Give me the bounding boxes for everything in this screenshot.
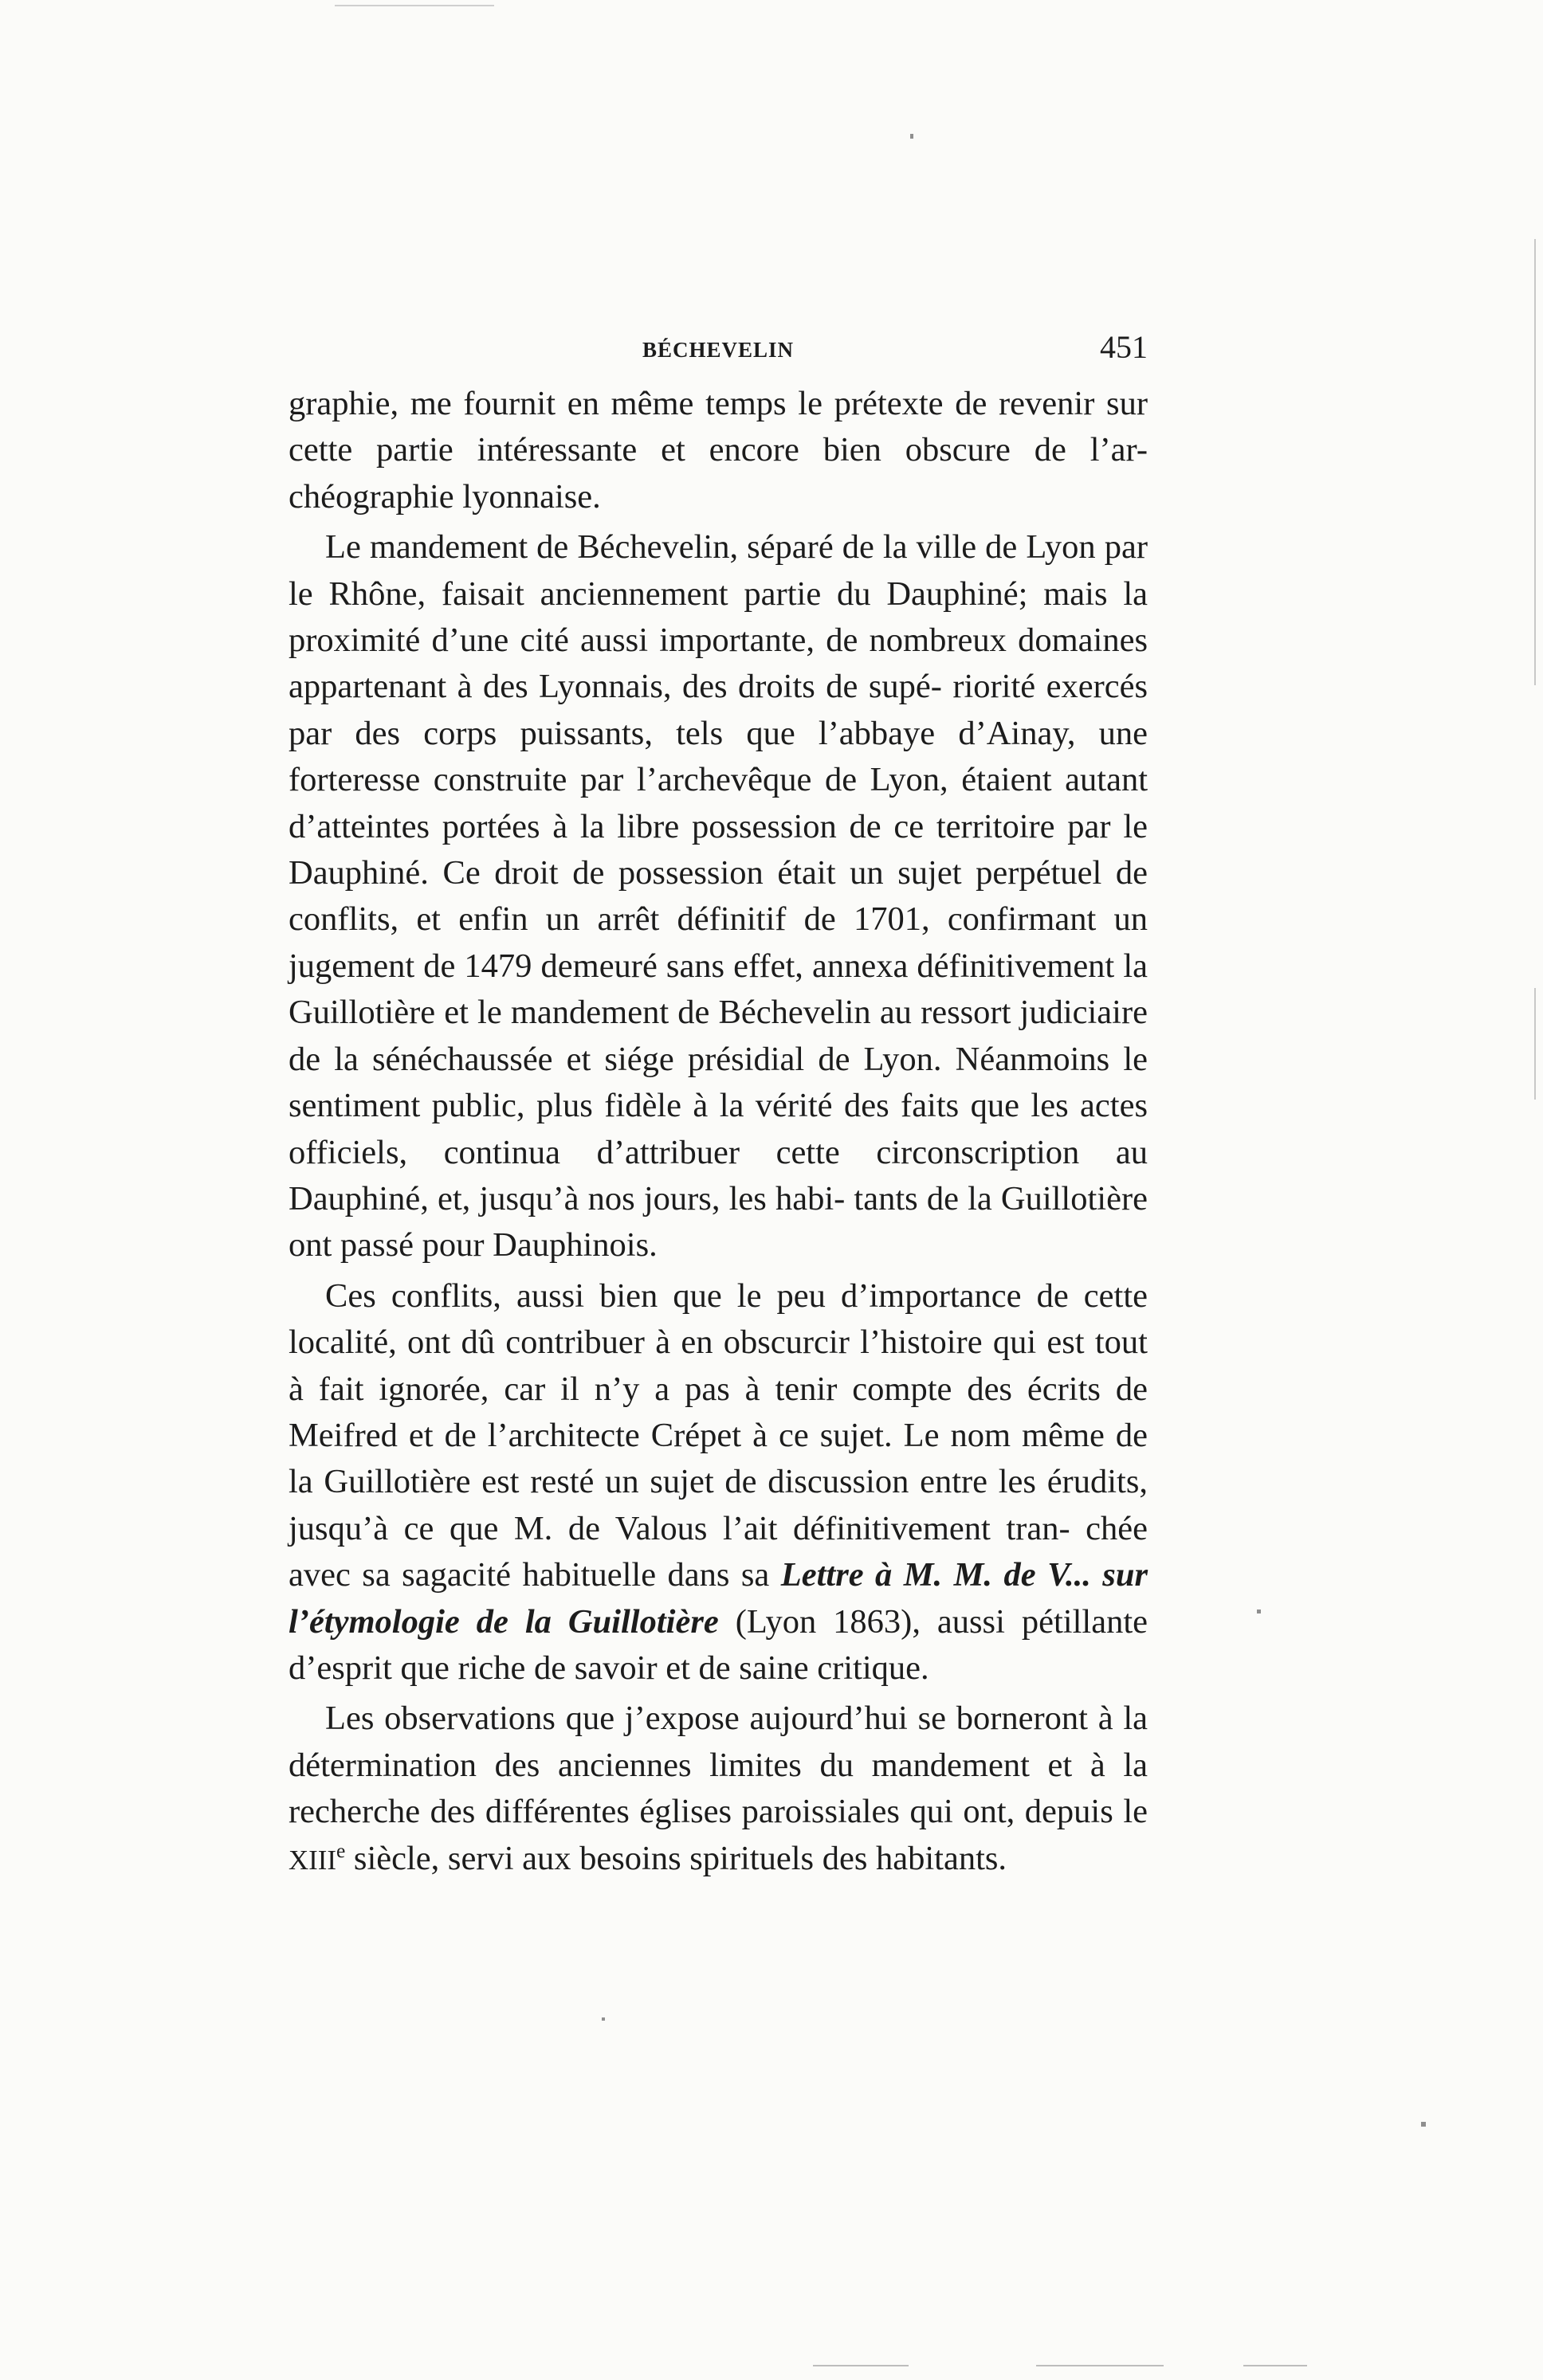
paragraph-4 [289, 1696, 1148, 1884]
scan-dot [1257, 1610, 1261, 1613]
paragraph-4-text-start: Les observations que j’expose aujourd’hui se borneront à la détermination des anciennes limites du mandement et à la recherche des différentes églises paroissiales qui ont, depuis le [289, 1700, 1148, 1831]
scan-edge-line [813, 2365, 909, 2366]
scan-dot [1421, 2122, 1426, 2127]
body-text [289, 381, 1148, 1888]
scan-edge-line [1534, 239, 1536, 685]
century-superscript: e [336, 1838, 346, 1862]
paragraph-3-text-end: (Lyon 1863), aussi pétillante d’esprit que riche de savoir et de saine critique. [289, 1602, 1148, 1687]
cited-work-title: Lettre à M. M. de V... sur l’étymologie de la Guillotière [289, 1556, 1148, 1641]
scan-dot [602, 2017, 605, 2021]
paragraph-2: Le mandement de Béchevelin, séparé de la ville de Lyon par le Rhône, faisait anciennement partie du Dauphiné; mais la proximité d’une cité aussi importante, de nombreux domaines appartenant à des Lyonnais, des droits de supé- riorité exercés par des corps puissants, tels que l’abbaye d’Ainay, une forteresse construite par l’archevêque de Lyon, étaient autant d’atteintes portées à la libre possession de ce territoire par le Dauphiné. Ce droit de possession était un sujet perpétuel de conflits, et enfin un arrêt définitif de 1701, confirmant un jugement de 1479 demeuré sans effet, annexa définitivement la Guillotière et le mandement de Béchevelin au ressort judiciaire de la sénéchaussée et siége présidial de Lyon. Néanmoins le sentiment public, plus fidèle à la vérité des faits que les actes officiels, continua d’attribuer cette circonscription au Dauphiné, et, jusqu’à nos jours, les habi- tants de la Guillotière ont passé pour Dauphinois. [289, 528, 1148, 1264]
century-numeral: XIII [289, 1844, 336, 1876]
scan-edge-line [335, 5, 494, 6]
paragraph-4-text-end: siècle, servi aux besoins spirituels des habitants. [353, 1839, 1007, 1877]
running-head [289, 325, 1148, 373]
paragraph-3 [289, 1273, 1148, 1692]
page-number: 451 [1100, 329, 1148, 365]
scan-edge-line [1534, 988, 1536, 1100]
paragraph-3-text-start: Ces conflits, aussi bien que le peu d’importance de cette localité, ont dû contribuer à en obscurcir l’histoire qui est tout à fait ignorée, car il n’y a pas à tenir compte des écrits de Meifred et de l’architecte Crépet à ce sujet. Le nom même de la Guillotière est resté un sujet de discussion entre les érudits, jusqu’à ce que M. de Valous l’ait définitivement tran- chée avec sa sagacité habituelle dans sa [289, 1276, 1148, 1594]
running-title: BÉCHEVELIN [642, 338, 795, 362]
scan-edge-line [1243, 2365, 1307, 2366]
scan-edge-line [1036, 2365, 1164, 2366]
scan-dot [910, 134, 913, 139]
paragraph-1: graphie, me fournit en même temps le prétexte de revenir sur cette partie intéressante et encore bien obscure de l’ar- chéographie lyonnaise. [289, 385, 1148, 516]
